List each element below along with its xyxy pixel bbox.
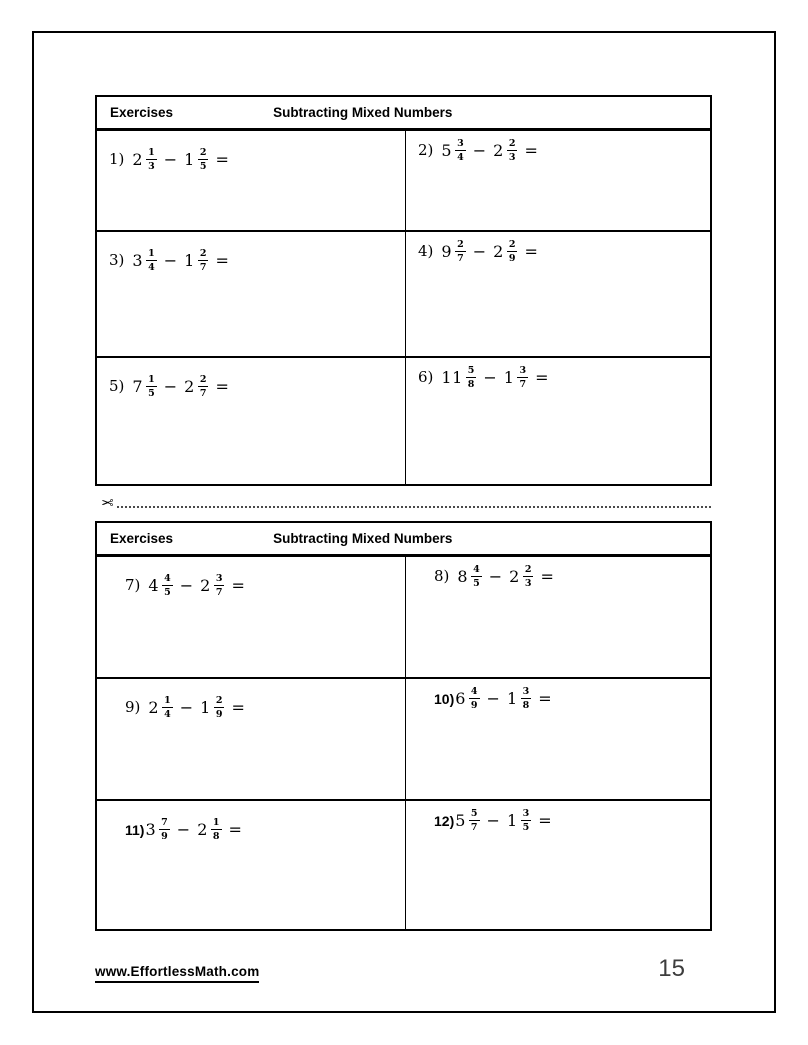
equals-sign: = bbox=[228, 819, 242, 839]
second-fraction-denominator: 8 bbox=[212, 830, 220, 842]
equals-sign: = bbox=[524, 241, 538, 261]
second-fraction bbox=[214, 696, 225, 719]
worksheet-page bbox=[32, 31, 776, 1013]
first-fraction-denominator: 5 bbox=[473, 577, 480, 589]
first-fraction-denominator: 5 bbox=[164, 586, 171, 598]
second-fraction bbox=[211, 818, 222, 841]
minus-operator: − bbox=[486, 688, 500, 708]
minus-operator: − bbox=[179, 697, 194, 717]
second-fraction bbox=[507, 139, 518, 162]
first-whole-number: 7 bbox=[132, 376, 144, 396]
second-whole-number: 2 bbox=[200, 575, 211, 595]
exercise-cell bbox=[405, 356, 712, 484]
problem-number: 7) bbox=[125, 576, 141, 594]
first-fraction bbox=[162, 696, 173, 719]
equals-sign: = bbox=[215, 149, 229, 169]
second-fraction-denominator: 7 bbox=[199, 387, 207, 399]
exercise-cell bbox=[97, 230, 405, 356]
first-fraction bbox=[466, 366, 477, 389]
problem-number: 5) bbox=[109, 377, 125, 395]
first-fraction-numerator: 3 bbox=[457, 138, 464, 149]
table-header bbox=[97, 97, 710, 131]
exercise-cell bbox=[405, 131, 712, 230]
second-fraction-numerator: 2 bbox=[508, 239, 516, 250]
second-fraction-numerator: 2 bbox=[199, 248, 207, 259]
exercise-grid bbox=[97, 131, 710, 484]
problem-number: 11) bbox=[125, 821, 145, 838]
exercise-table-top bbox=[95, 95, 712, 486]
equals-sign: = bbox=[540, 566, 554, 586]
first-fraction bbox=[471, 565, 482, 588]
first-fraction-numerator: 2 bbox=[457, 239, 464, 250]
worksheet-content bbox=[95, 95, 712, 983]
equals-sign: = bbox=[215, 250, 229, 270]
equals-sign: = bbox=[524, 140, 538, 160]
math-problem bbox=[125, 818, 399, 841]
minus-operator: − bbox=[163, 250, 178, 270]
first-fraction-denominator: 3 bbox=[148, 160, 155, 172]
first-fraction-denominator: 9 bbox=[470, 699, 478, 711]
first-fraction-numerator: 1 bbox=[148, 248, 155, 259]
page-footer bbox=[95, 955, 707, 983]
exercise-cell bbox=[97, 356, 405, 484]
first-whole-number: 5 bbox=[455, 810, 466, 830]
second-fraction bbox=[521, 809, 532, 832]
second-fraction-numerator: 2 bbox=[524, 564, 532, 575]
second-fraction-numerator: 3 bbox=[522, 808, 530, 819]
equals-sign: = bbox=[231, 697, 245, 717]
first-fraction bbox=[455, 240, 466, 263]
first-whole-number: 2 bbox=[148, 697, 160, 717]
second-fraction-numerator: 2 bbox=[199, 374, 207, 385]
second-fraction-denominator: 5 bbox=[522, 821, 530, 833]
first-fraction bbox=[469, 809, 480, 832]
exercise-cell bbox=[405, 677, 712, 799]
first-fraction bbox=[162, 574, 173, 597]
page-number: 15 bbox=[658, 955, 685, 982]
second-fraction-denominator: 3 bbox=[524, 577, 532, 589]
second-fraction bbox=[198, 375, 209, 398]
minus-operator: − bbox=[176, 819, 191, 839]
minus-operator: − bbox=[472, 140, 487, 160]
equals-sign: = bbox=[538, 810, 552, 830]
math-problem bbox=[109, 375, 399, 398]
first-whole-number: 4 bbox=[148, 575, 160, 595]
second-whole-number: 1 bbox=[506, 688, 518, 708]
second-fraction bbox=[214, 574, 225, 597]
second-fraction bbox=[521, 687, 532, 710]
first-fraction-numerator: 5 bbox=[467, 365, 475, 376]
second-fraction-denominator: 5 bbox=[199, 160, 207, 172]
equals-sign: = bbox=[215, 376, 229, 396]
scissors-icon: ✂ bbox=[101, 495, 114, 512]
minus-operator: − bbox=[486, 810, 500, 830]
first-fraction-denominator: 9 bbox=[161, 830, 168, 842]
second-fraction-numerator: 3 bbox=[215, 573, 223, 584]
minus-operator: − bbox=[179, 575, 194, 595]
second-whole-number: 1 bbox=[184, 250, 195, 270]
second-fraction-denominator: 7 bbox=[519, 378, 527, 390]
second-whole-number: 2 bbox=[184, 376, 195, 396]
first-whole-number: 2 bbox=[132, 149, 144, 169]
minus-operator: − bbox=[472, 241, 487, 261]
dotted-cut-line bbox=[117, 506, 711, 508]
second-whole-number: 2 bbox=[197, 819, 208, 839]
second-fraction-numerator: 2 bbox=[508, 138, 516, 149]
math-problem bbox=[418, 139, 706, 162]
exercise-cell bbox=[405, 230, 712, 356]
minus-operator: − bbox=[488, 566, 503, 586]
second-fraction-denominator: 7 bbox=[215, 586, 223, 598]
second-fraction-numerator: 2 bbox=[215, 695, 223, 706]
second-fraction-numerator: 3 bbox=[522, 686, 530, 697]
exercise-cell bbox=[405, 557, 712, 677]
problem-number: 2) bbox=[418, 141, 434, 159]
exercises-label: Exercises bbox=[110, 531, 174, 546]
second-fraction bbox=[517, 366, 528, 389]
math-problem bbox=[125, 574, 399, 597]
first-fraction bbox=[159, 818, 170, 841]
first-fraction-numerator: 1 bbox=[148, 374, 155, 385]
minus-operator: − bbox=[163, 376, 178, 396]
table-header bbox=[97, 523, 710, 557]
math-problem bbox=[109, 249, 399, 272]
problem-number: 9) bbox=[125, 698, 141, 716]
problem-number: 10) bbox=[434, 690, 455, 707]
exercise-cell bbox=[97, 557, 405, 677]
first-fraction bbox=[146, 148, 157, 171]
second-fraction bbox=[523, 565, 534, 588]
first-fraction bbox=[146, 375, 157, 398]
first-fraction-denominator: 7 bbox=[457, 252, 464, 264]
first-fraction-numerator: 4 bbox=[473, 564, 480, 575]
first-whole-number: 6 bbox=[455, 688, 466, 708]
math-problem bbox=[418, 240, 706, 263]
problem-number: 12) bbox=[434, 812, 455, 829]
first-whole-number: 9 bbox=[441, 241, 453, 261]
second-whole-number: 1 bbox=[503, 367, 515, 387]
second-whole-number: 1 bbox=[184, 149, 195, 169]
second-fraction-denominator: 9 bbox=[215, 708, 223, 720]
first-fraction bbox=[455, 139, 466, 162]
second-whole-number: 2 bbox=[493, 140, 504, 160]
exercise-table-bottom bbox=[95, 521, 712, 931]
first-fraction bbox=[469, 687, 480, 710]
first-whole-number: 3 bbox=[132, 250, 144, 270]
equals-sign: = bbox=[538, 688, 552, 708]
second-whole-number: 2 bbox=[493, 241, 504, 261]
math-problem bbox=[418, 366, 706, 389]
exercises-label: Exercises bbox=[110, 105, 174, 120]
first-fraction-numerator: 1 bbox=[164, 695, 171, 706]
second-fraction-denominator: 3 bbox=[508, 151, 516, 163]
first-fraction-numerator: 1 bbox=[148, 147, 155, 158]
math-problem bbox=[109, 148, 399, 171]
first-fraction-denominator: 4 bbox=[457, 151, 464, 163]
exercise-grid bbox=[97, 557, 710, 929]
first-fraction-denominator: 4 bbox=[164, 708, 171, 720]
problem-number: 3) bbox=[109, 251, 125, 269]
equals-sign: = bbox=[535, 367, 549, 387]
website-link[interactable]: www.EffortlessMath.com bbox=[95, 964, 259, 983]
second-fraction-numerator: 1 bbox=[212, 817, 220, 828]
problem-number: 4) bbox=[418, 242, 434, 260]
first-fraction-numerator: 5 bbox=[470, 808, 478, 819]
second-whole-number: 1 bbox=[506, 810, 518, 830]
first-fraction-denominator: 7 bbox=[470, 821, 478, 833]
minus-operator: − bbox=[163, 149, 178, 169]
first-whole-number: 11 bbox=[441, 367, 463, 387]
second-whole-number: 1 bbox=[200, 697, 211, 717]
problem-number: 8) bbox=[434, 567, 450, 585]
second-fraction-denominator: 8 bbox=[522, 699, 530, 711]
table-title: Subtracting Mixed Numbers bbox=[273, 531, 453, 546]
second-fraction-numerator: 2 bbox=[199, 147, 207, 158]
exercise-cell bbox=[405, 799, 712, 929]
math-problem bbox=[434, 687, 706, 710]
minus-operator: − bbox=[483, 367, 497, 387]
first-whole-number: 8 bbox=[457, 566, 469, 586]
math-problem bbox=[434, 809, 706, 832]
first-fraction-numerator: 7 bbox=[161, 817, 168, 828]
first-fraction-numerator: 4 bbox=[164, 573, 171, 584]
first-whole-number: 3 bbox=[145, 819, 157, 839]
second-fraction bbox=[507, 240, 518, 263]
second-fraction-numerator: 3 bbox=[519, 365, 527, 376]
problem-number: 1) bbox=[109, 150, 125, 168]
exercise-cell bbox=[97, 131, 405, 230]
second-fraction bbox=[198, 148, 209, 171]
second-fraction-denominator: 7 bbox=[199, 261, 207, 273]
problem-number: 6) bbox=[418, 368, 434, 386]
second-fraction-denominator: 9 bbox=[508, 252, 516, 264]
equals-sign: = bbox=[231, 575, 245, 595]
cut-line bbox=[101, 486, 711, 521]
first-fraction bbox=[146, 249, 157, 272]
first-fraction-denominator: 8 bbox=[467, 378, 475, 390]
second-fraction bbox=[198, 249, 209, 272]
first-fraction-denominator: 4 bbox=[148, 261, 155, 273]
exercise-cell bbox=[97, 677, 405, 799]
table-title: Subtracting Mixed Numbers bbox=[273, 105, 453, 120]
math-problem bbox=[125, 696, 399, 719]
first-fraction-numerator: 4 bbox=[470, 686, 478, 697]
first-fraction-denominator: 5 bbox=[148, 387, 155, 399]
second-whole-number: 2 bbox=[509, 566, 520, 586]
first-whole-number: 5 bbox=[441, 140, 453, 160]
exercise-cell bbox=[97, 799, 405, 929]
math-problem bbox=[434, 565, 706, 588]
